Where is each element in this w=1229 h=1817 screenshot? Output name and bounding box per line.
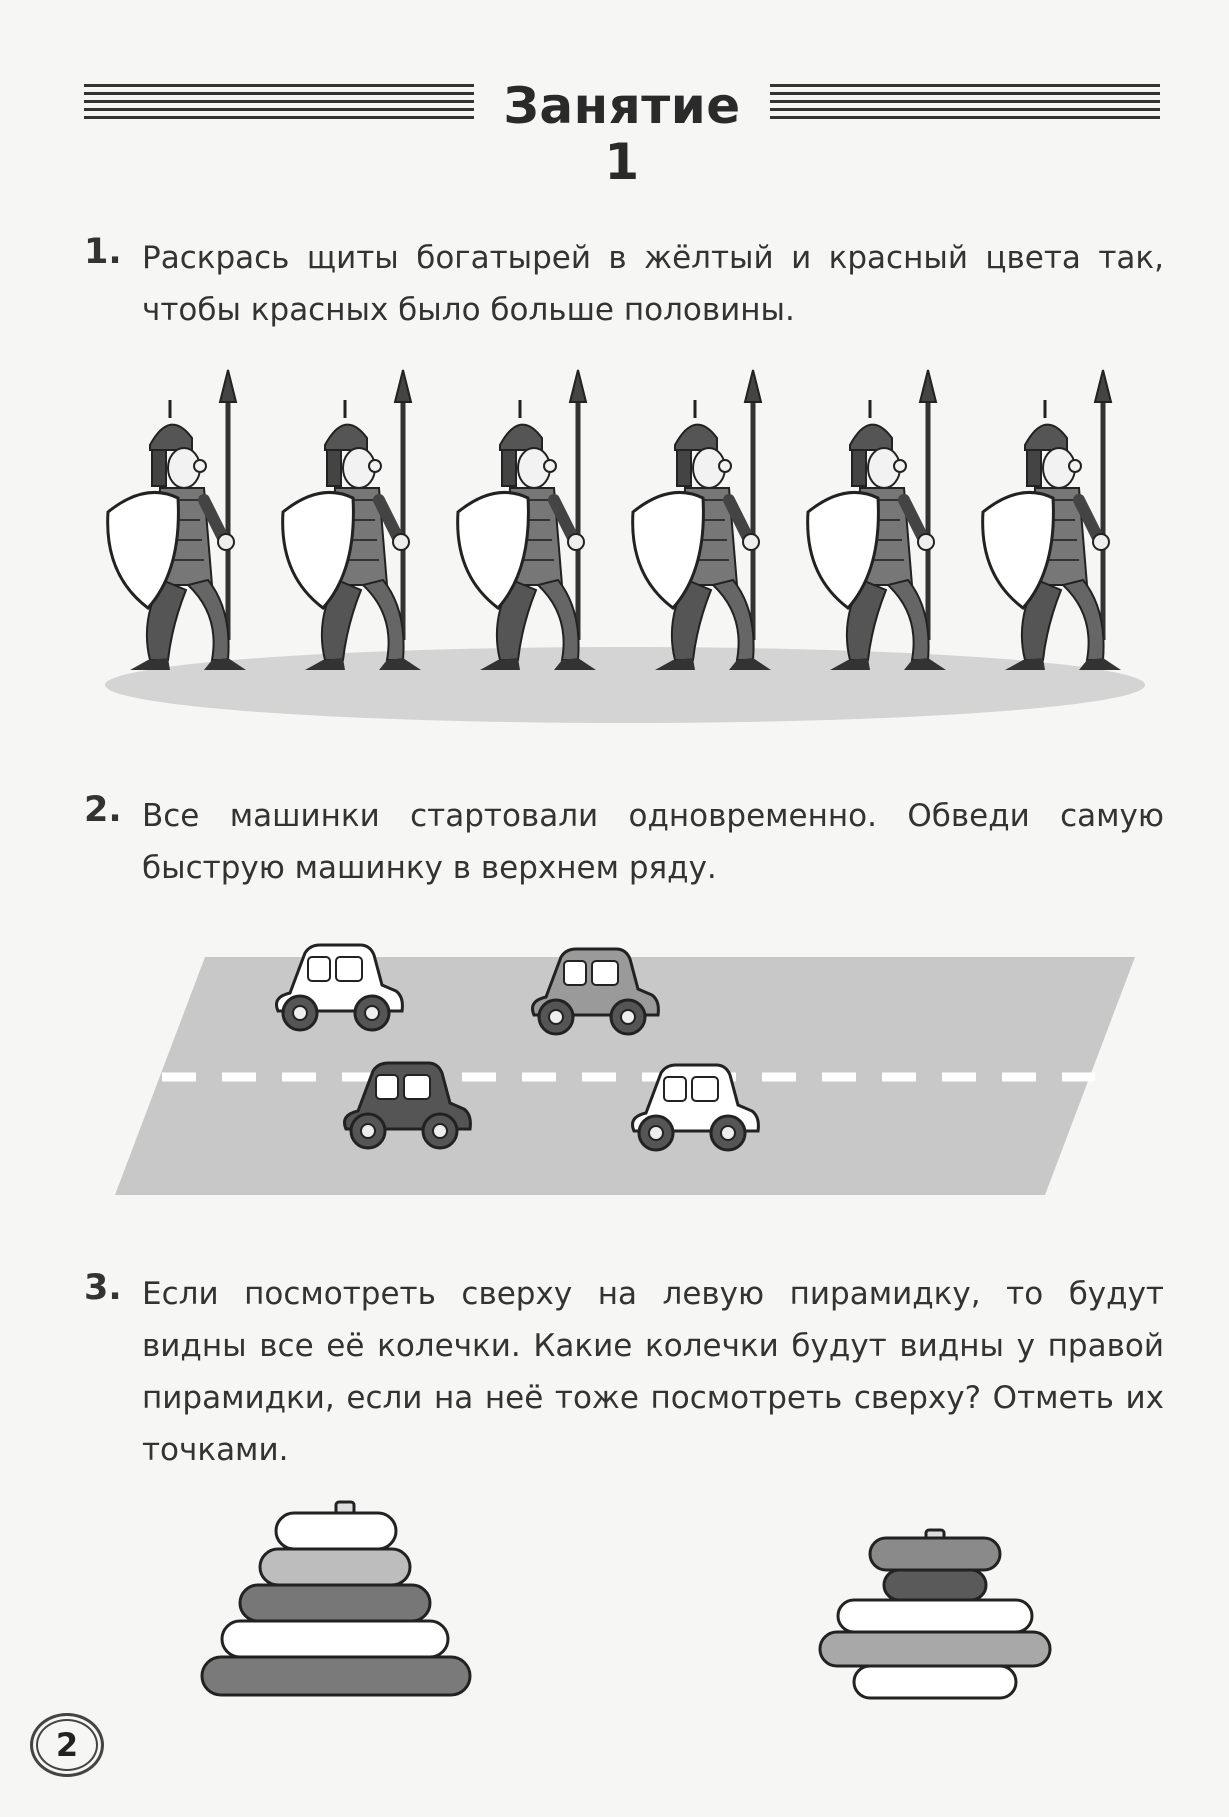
ring[interactable] xyxy=(820,1632,1050,1666)
pyramid-left xyxy=(202,1502,470,1695)
lesson-title: Занятие 1 xyxy=(503,77,741,191)
road-illustration[interactable] xyxy=(110,945,1140,1205)
task-text: Если посмотреть сверху на левую пирамидку, то будут видны все её колечки. Какие колечки будут видны у правой пирамидки, если на неё тоже посмотреть сверху? Отметь их точками. xyxy=(142,1276,1164,1468)
task-number: 2. xyxy=(84,790,122,830)
warrior-3 xyxy=(458,370,596,670)
ring xyxy=(240,1585,430,1621)
task-number: 1. xyxy=(84,232,122,272)
pyramid-right[interactable] xyxy=(820,1530,1050,1698)
task-number: 3. xyxy=(84,1268,122,1308)
task-text: Раскрась щиты богатырей в жёлтый и красный цвета так, чтобы красных было больше половины. xyxy=(142,240,1164,328)
warrior-2 xyxy=(283,370,421,670)
pyramids-illustration xyxy=(190,1500,1070,1710)
lesson-header xyxy=(84,77,1160,191)
warrior-6 xyxy=(983,370,1121,670)
ring xyxy=(222,1621,448,1657)
header-rule-left xyxy=(84,84,474,126)
page-number: 2 xyxy=(30,1713,104,1777)
ring xyxy=(202,1657,470,1695)
warrior-5 xyxy=(808,370,946,670)
ring[interactable] xyxy=(870,1538,1000,1570)
warriors-illustration xyxy=(100,370,1150,740)
ring xyxy=(260,1549,410,1585)
ring[interactable] xyxy=(854,1666,1016,1698)
task-text: Все машинки стартовали одновременно. Обведи самую быструю машинку в верхнем ряду. xyxy=(142,798,1164,886)
warrior-4 xyxy=(633,370,771,670)
header-rule-right xyxy=(770,84,1160,126)
ring[interactable] xyxy=(838,1600,1032,1632)
ring[interactable] xyxy=(884,1570,986,1600)
warrior-1 xyxy=(108,370,246,670)
ground-shadow xyxy=(105,647,1145,723)
ring xyxy=(276,1513,396,1549)
